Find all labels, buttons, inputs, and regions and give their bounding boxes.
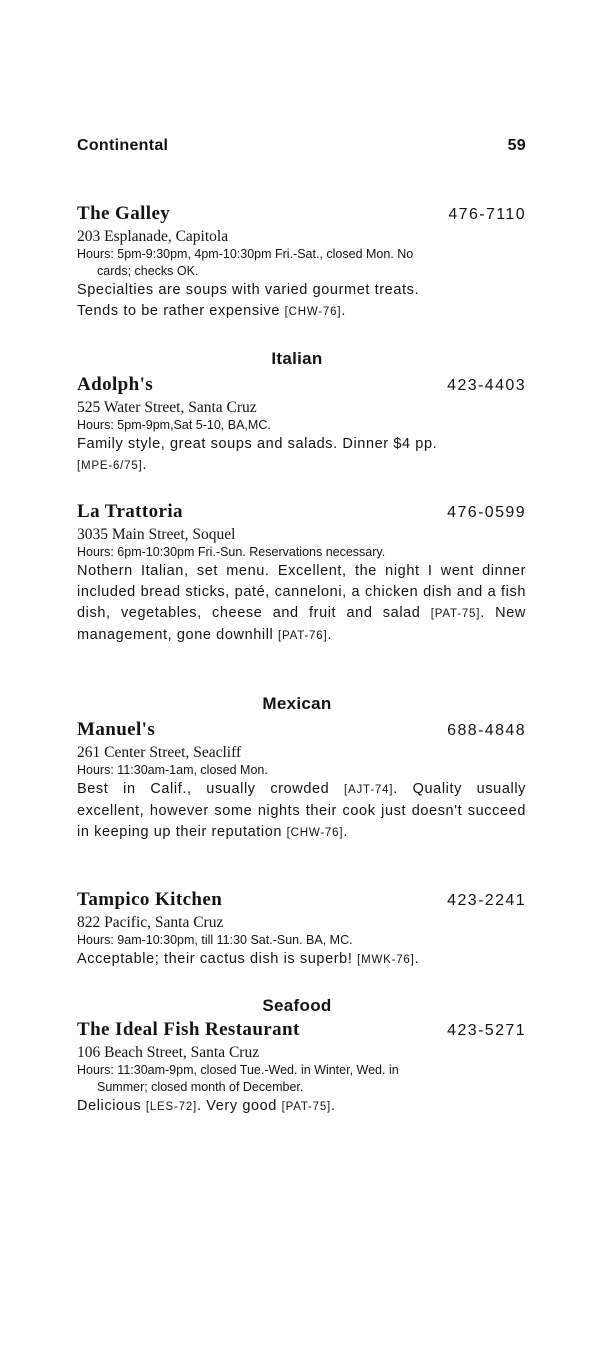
description-text: . [142,457,148,473]
hours-line: Hours: 5pm-9pm,Sat 5-10, BA,MC. [77,418,271,432]
hours-line: Hours: 11:30am-9pm, closed Tue.-Wed. in Winter, Wed. in [77,1063,399,1077]
hours-line: Hours: 9am-10:30pm, till 11:30 Sat.-Sun. BA, MC. [77,933,353,947]
restaurant-description [77,1096,526,1118]
description-text: . [331,1098,336,1114]
running-head-section: Continental [77,137,169,154]
description-text: . [414,951,420,967]
description-text: . Very good [197,1098,282,1114]
hours-line: Hours: 11:30am-1am, closed Mon. [77,763,268,777]
entry-heading [77,203,526,225]
restaurant-entry-ideal-fish [77,1019,526,1118]
reviewer-code: [MPE-6/75] [77,460,143,472]
hours-line-continued: Summer; closed month of December. [97,1080,304,1094]
reviewer-code: [PAT-75] [281,1101,332,1113]
entry-heading [77,889,526,911]
hours-line-continued: cards; checks OK. [97,264,199,278]
restaurant-entry-tampico-kitchen [77,889,526,971]
description-text: . New management, gone downhill [77,605,526,643]
hours-line: Hours: 5pm-9:30pm, 4pm-10:30pm Fri.-Sat., closed Mon. No [77,247,414,261]
phone-number: 423-4403 [447,377,526,394]
description-text: Family style, great soups and salads. Dinner $4 pp. [77,436,438,452]
restaurant-description [77,949,526,971]
description-text: . Quality usually excellent, however some nights their cook just doesn't succeed in keeping up their reputation [77,781,526,840]
description-text: Best in Calif., usually crowded [77,781,345,797]
restaurant-description [77,561,526,647]
restaurant-description [77,280,526,323]
description-text: Delicious [77,1098,146,1114]
description-text: . [343,824,348,840]
description-text: . [341,303,346,319]
description-text: Tends to be rather expensive [77,303,285,319]
restaurant-address: 3035 Main Street, Soquel [77,526,236,543]
restaurant-address: 822 Pacific, Santa Cruz [77,914,224,931]
phone-number: 476-0599 [447,504,526,521]
reviewer-code: [PAT-76] [278,630,328,642]
restaurant-hours [77,1062,526,1096]
entry-heading [77,719,526,741]
restaurant-address: 106 Beach Street, Santa Cruz [77,1044,260,1061]
restaurant-entry-adolphs [77,374,526,477]
restaurant-description [77,434,526,477]
restaurant-name: Manuel's [77,719,156,740]
restaurant-name: The Ideal Fish Restaurant [77,1019,300,1040]
entry-heading [77,1019,526,1041]
phone-number: 423-5271 [447,1022,526,1039]
restaurant-address: 525 Water Street, Santa Cruz [77,399,257,416]
reviewer-code: [LES-72] [145,1101,198,1113]
page-number: 59 [507,137,526,154]
restaurant-hours [77,544,526,561]
description-text: Acceptable; their cactus dish is superb! [77,951,358,967]
description-text: Nothern Italian, set menu. Excellent, the night I went dinner included bread sticks, paté, canneloni, a chicken dish and a fish dish, vegetables, cheese and fruit and salad [77,563,526,621]
section-title-italian: Italian [271,349,323,368]
restaurant-entry-manuels [77,719,526,844]
section-title-seafood: Seafood [262,996,332,1015]
restaurant-name: Tampico Kitchen [77,889,223,910]
entry-heading [77,501,526,523]
restaurant-name: La Trattoria [77,501,183,522]
reviewer-code: [CHW-76] [284,306,342,318]
restaurant-hours [77,932,526,949]
phone-number: 423-2241 [447,892,526,909]
restaurant-address: 261 Center Street, Seacliff [77,744,242,761]
reviewer-code: [MWK-76] [357,954,415,966]
restaurant-hours [77,246,526,280]
restaurant-hours [77,417,526,434]
section-title-mexican: Mexican [262,694,332,713]
restaurant-name: Adolph's [77,374,154,395]
restaurant-entry-the-galley [77,203,526,323]
running-head [77,137,526,155]
phone-number: 688-4848 [447,722,526,739]
phone-number: 476-7110 [448,206,526,223]
restaurant-name: The Galley [77,203,171,224]
reviewer-code: [CHW-76] [286,827,344,839]
restaurant-description [77,779,526,844]
restaurant-hours [77,762,526,779]
entry-heading [77,374,526,396]
hours-line: Hours: 6pm-10:30pm Fri.-Sun. Reservations necessary. [77,545,386,559]
reviewer-code: [AJT-74] [344,784,394,796]
restaurant-address: 203 Esplanade, Capitola [77,228,229,245]
description-text: . [327,627,333,643]
restaurant-entry-la-trattoria [77,501,526,647]
description-text: Specialties are soups with varied gourmet treats. [77,282,420,298]
reviewer-code: [PAT-75] [430,608,481,620]
